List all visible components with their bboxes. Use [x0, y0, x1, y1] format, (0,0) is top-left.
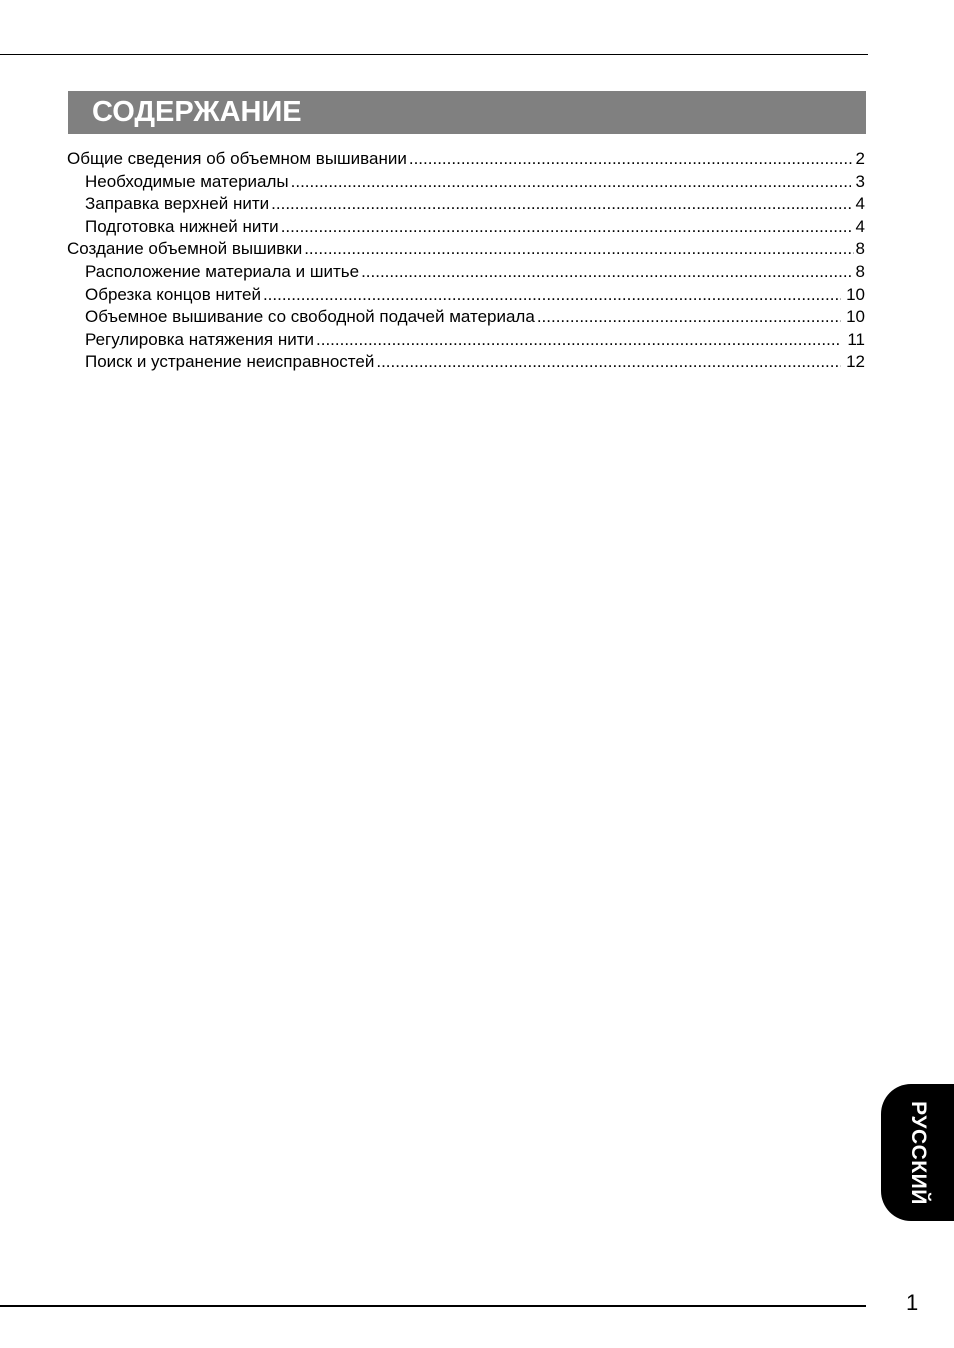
toc-entry-label: Регулировка натяжения нити [85, 329, 314, 349]
toc-entry-page: 8 [855, 239, 865, 259]
toc-entry-label: Необходимые материалы [85, 171, 289, 191]
toc-entry-label: Поиск и устранение неисправностей [85, 352, 375, 372]
toc-leader-dots [537, 306, 841, 329]
toc-entry-label: Создание объемной вышивки [67, 239, 303, 259]
toc-entry[interactable] [67, 306, 865, 329]
toc-entry-page: 10 [846, 284, 865, 304]
toc-entry-page: 3 [855, 171, 865, 191]
toc-entry-page: 4 [855, 216, 865, 236]
page-title: СОДЕРЖАНИЕ [92, 96, 302, 128]
toc-leader-dots [316, 329, 841, 352]
bottom-rule [0, 1305, 866, 1307]
toc-entry[interactable] [67, 261, 865, 284]
toc-leader-dots [281, 216, 851, 239]
toc-entry-label: Общие сведения об объемном вышивании [67, 149, 407, 168]
toc-entry[interactable] [67, 148, 865, 171]
toc-entry-page: 12 [846, 352, 865, 372]
toc-entry[interactable] [67, 193, 865, 216]
toc-entry-label: Объемное вышивание со свободной подачей материала [85, 307, 535, 327]
language-tab-label: РУССКИЙ [906, 1100, 930, 1205]
title-bar [68, 91, 866, 134]
toc-leader-dots [376, 351, 841, 374]
table-of-contents [67, 148, 865, 374]
page-number: 1 [906, 1290, 919, 1315]
toc-entry[interactable] [67, 216, 865, 239]
toc-leader-dots [304, 238, 853, 261]
toc-entry-page: 11 [847, 329, 865, 349]
toc-entry[interactable] [67, 284, 865, 307]
top-rule [0, 54, 868, 55]
toc-leader-dots [271, 193, 851, 216]
toc-entry-label: Обрезка концов нитей [85, 284, 261, 304]
toc-leader-dots [409, 148, 854, 171]
toc-entry-page: 10 [846, 307, 865, 327]
toc-leader-dots [361, 261, 851, 284]
toc-entry-label: Подготовка нижней нити [85, 216, 279, 236]
toc-leader-dots [263, 284, 841, 307]
toc-entry-label: Заправка верхней нити [85, 194, 270, 214]
toc-entry-page: 2 [855, 149, 865, 168]
toc-entry-label: Расположение материала и шитье [85, 261, 360, 281]
language-tab [881, 1084, 954, 1221]
toc-entry[interactable] [67, 329, 865, 352]
toc-entry[interactable] [67, 351, 865, 374]
toc-entry-page: 4 [855, 194, 865, 214]
toc-entry-page: 8 [855, 261, 865, 281]
toc-leader-dots [291, 171, 851, 194]
toc-entry[interactable] [67, 238, 865, 261]
toc-entry[interactable] [67, 171, 865, 194]
